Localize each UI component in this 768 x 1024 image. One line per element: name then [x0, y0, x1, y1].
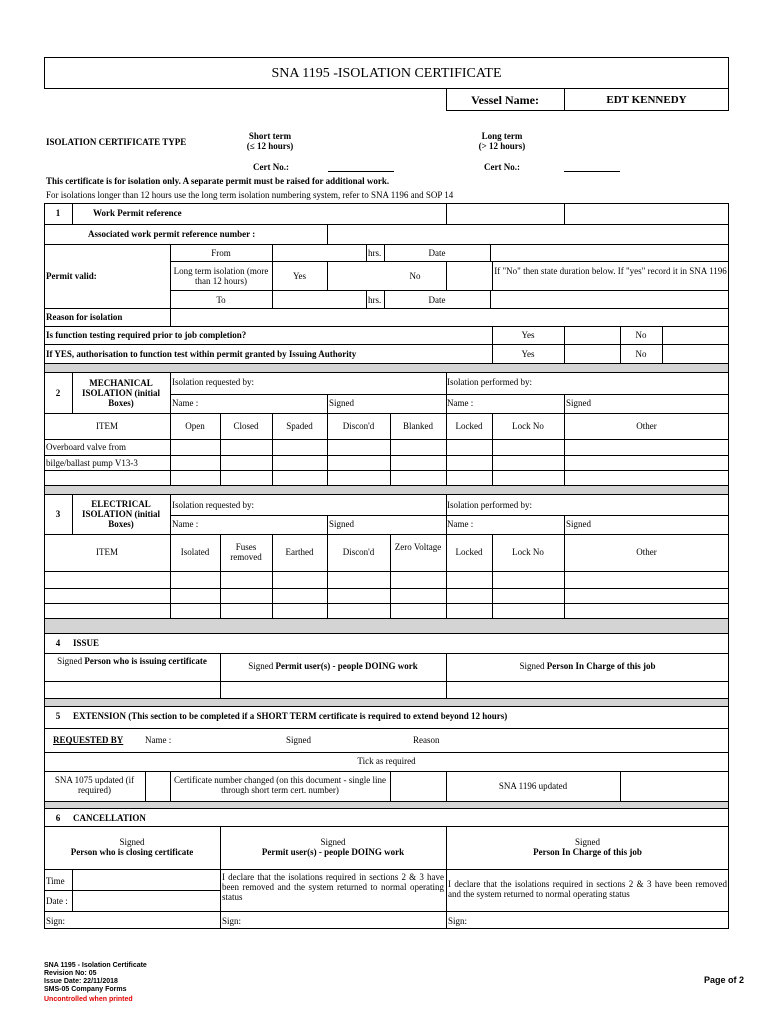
elec-col-disconnected: Discon'd — [342, 547, 375, 557]
cert-number-changed: Certificate number changed (on this document - single line through short term cert. number) — [174, 775, 386, 795]
separator-shade-1 — [45, 364, 728, 372]
cancel-declaration-users: I declare that the isolations required in sections 2 & 3 have been removed and the system returned to normal operating status — [222, 872, 444, 902]
separator-shade-3 — [45, 619, 728, 633]
cancellation-heading: CANCELLATION — [73, 813, 146, 823]
mech-col-disconnected: Discon'd — [342, 421, 375, 431]
elec-col-earthed: Earthed — [285, 547, 314, 557]
elec-col-isolated: Isolated — [180, 547, 210, 557]
cancel-col-closer: Person who is closing certificate — [70, 847, 194, 857]
footer-doc-title: SNA 1195 - Isolation Certificate — [44, 962, 147, 969]
elec-col-fuses-removed: Fuses removed — [230, 542, 262, 562]
short-term-label: Short term — [248, 131, 292, 141]
mech-col-open: Open — [185, 421, 205, 431]
sna-1075-updated: SNA 1075 updated (if required) — [54, 775, 135, 795]
footer-uncontrolled: Uncontrolled when printed — [44, 996, 133, 1003]
cancel-sign-3: Sign: — [448, 916, 468, 926]
hrs-label-1: hrs. — [368, 248, 382, 258]
requested-by-label: REQUESTED BY — [53, 735, 124, 745]
cert-no-short-field[interactable] — [328, 171, 394, 172]
elec-signed-2: Signed — [566, 519, 592, 529]
mech-name-2: Name : — [447, 398, 474, 408]
cancel-signed-2: Signed — [320, 837, 346, 847]
section-6-number: 6 — [55, 813, 61, 823]
note-long-term: For isolations longer than 12 hours use the long term isolation numbering system, refer to SNA 1196 and SOP 14 — [46, 190, 454, 200]
function-test-no: No — [635, 330, 647, 340]
mech-col-other: Other — [636, 421, 657, 431]
long-term-iso-label: Long term isolation (more than 12 hours) — [173, 266, 269, 286]
cancel-sign-2: Sign: — [222, 916, 242, 926]
mech-col-locked: Locked — [455, 421, 483, 431]
extension-signed-label: Signed — [286, 735, 312, 745]
section-1-number: 1 — [55, 208, 61, 218]
separator-shade-2 — [45, 486, 728, 494]
long-term-label: Long term — [481, 131, 523, 141]
long-term-sub: (> 12 hours) — [478, 141, 526, 151]
from-label: From — [211, 248, 231, 258]
elec-col-lock-no: Lock No — [512, 547, 544, 557]
cancel-time-label: Time — [46, 876, 65, 886]
separator-shade-4 — [45, 699, 728, 706]
mechanical-heading: MECHANICAL ISOLATION (initial Boxes) — [81, 378, 161, 408]
cert-type-label: ISOLATION CERTIFICATE TYPE — [46, 137, 187, 147]
elec-performed-by: Isolation performed by: — [447, 500, 532, 510]
footer-issue-date: Issue Date: 22/11/2018 — [44, 978, 118, 985]
mech-row-2-item: bilge/ballast pump V13-3 — [46, 458, 138, 468]
issue-col-person-in-charge: Signed Person In Charge of this job — [519, 661, 656, 671]
extension-heading: EXTENSION (This section to be completed if a SHORT TERM certificate is required to extend beyond 12 hours) — [73, 711, 508, 721]
page-title: SNA 1195 -ISOLATION CERTIFICATE — [271, 66, 502, 81]
page-number: Page of 2 — [704, 975, 745, 985]
mech-requested-by: Isolation requested by: — [172, 377, 254, 387]
authorisation-yes: Yes — [521, 349, 535, 359]
reason-label: Reason for isolation — [46, 312, 123, 322]
authorisation-question: If YES, authorisation to function test within permit granted by Issuing Authority — [46, 349, 357, 359]
assoc-ref-label: Associated work permit reference number : — [88, 229, 256, 239]
date-label-2: Date — [428, 295, 446, 305]
cert-no-long-field[interactable] — [564, 171, 620, 172]
hrs-label-2: hrs. — [368, 295, 382, 305]
mech-signed-1: Signed — [329, 398, 355, 408]
footer-revision: Revision No: 05 — [44, 970, 97, 977]
elec-name-1: Name : — [172, 519, 199, 529]
mech-performed-by: Isolation performed by: — [447, 377, 532, 387]
date-label-1: Date — [428, 248, 446, 258]
cert-no-short-label: Cert No.: — [253, 162, 289, 172]
tick-as-required: Tick as required — [357, 756, 416, 766]
cert-no-long-label: Cert No.: — [484, 162, 520, 172]
section-4-number: 4 — [55, 638, 61, 648]
work-permit-ref-label: Work Permit reference — [93, 208, 182, 218]
note-isolation-only: This certificate is for isolation only. A separate permit must be raised for additional work. — [46, 176, 390, 186]
authorisation-no: No — [635, 349, 647, 359]
cancel-col-permit-users: Permit user(s) - people DOING work — [261, 847, 405, 857]
footer-company-forms: SMS-05 Company Forms — [44, 986, 127, 993]
if-no-note: If "No" then state duration below. If "yes" record it in SNA 1196 — [494, 266, 727, 276]
electrical-heading: ELECTRICAL ISOLATION (initial Boxes) — [81, 499, 161, 529]
issue-col-permit-users: Signed Permit user(s) - people DOING work — [248, 661, 418, 671]
elec-col-zero-voltage: Zero Voltage — [394, 542, 442, 552]
mech-name-1: Name : — [172, 398, 199, 408]
elec-col-other: Other — [636, 547, 657, 557]
mech-signed-2: Signed — [566, 398, 592, 408]
elec-requested-by: Isolation requested by: — [172, 500, 254, 510]
section-2-number: 2 — [55, 388, 61, 398]
cancel-signed-3: Signed — [574, 837, 600, 847]
cancel-signed-1: Signed — [119, 837, 145, 847]
long-term-no: No — [409, 271, 421, 281]
elec-signed-1: Signed — [329, 519, 355, 529]
permit-valid-label: Permit valid: — [46, 271, 97, 281]
form-table — [44, 203, 729, 929]
long-term-yes: Yes — [292, 271, 307, 281]
issue-heading: ISSUE — [73, 638, 100, 648]
extension-reason-label: Reason — [413, 735, 440, 745]
mech-row-1-item: Overboard valve from — [46, 442, 126, 452]
mech-col-lock-no: Lock No — [512, 421, 544, 431]
cancel-sign-1: Sign: — [46, 916, 66, 926]
cancel-declaration-in-charge: I declare that the isolations required in sections 2 & 3 have been removed and the system returned to normal operating status — [448, 879, 727, 899]
mech-col-spaded: Spaded — [286, 421, 313, 431]
short-term-sub: (≤ 12 hours) — [246, 141, 294, 151]
cancel-col-person-in-charge: Person In Charge of this job — [533, 847, 642, 857]
mech-col-item: ITEM — [96, 421, 118, 431]
sna-1196-updated: SNA 1196 updated — [498, 781, 568, 791]
mech-col-closed: Closed — [233, 421, 259, 431]
cancel-date-label: Date : — [46, 896, 68, 906]
function-test-yes: Yes — [521, 330, 535, 340]
to-label: To — [216, 295, 226, 305]
section-5-number: 5 — [55, 711, 61, 721]
issue-col-issuer: Signed Person who is issuing certificate — [57, 656, 207, 666]
section-3-number: 3 — [55, 509, 61, 519]
function-test-question: Is function testing required prior to job completion? — [46, 330, 247, 340]
elec-col-item: ITEM — [96, 547, 118, 557]
mech-col-blanked: Blanked — [403, 421, 433, 431]
elec-col-locked: Locked — [455, 547, 483, 557]
vessel-label: Vessel Name: — [471, 93, 539, 107]
elec-name-2: Name : — [447, 519, 474, 529]
extension-name-label: Name : — [145, 735, 172, 745]
vessel-name: EDT KENNEDY — [606, 94, 687, 106]
